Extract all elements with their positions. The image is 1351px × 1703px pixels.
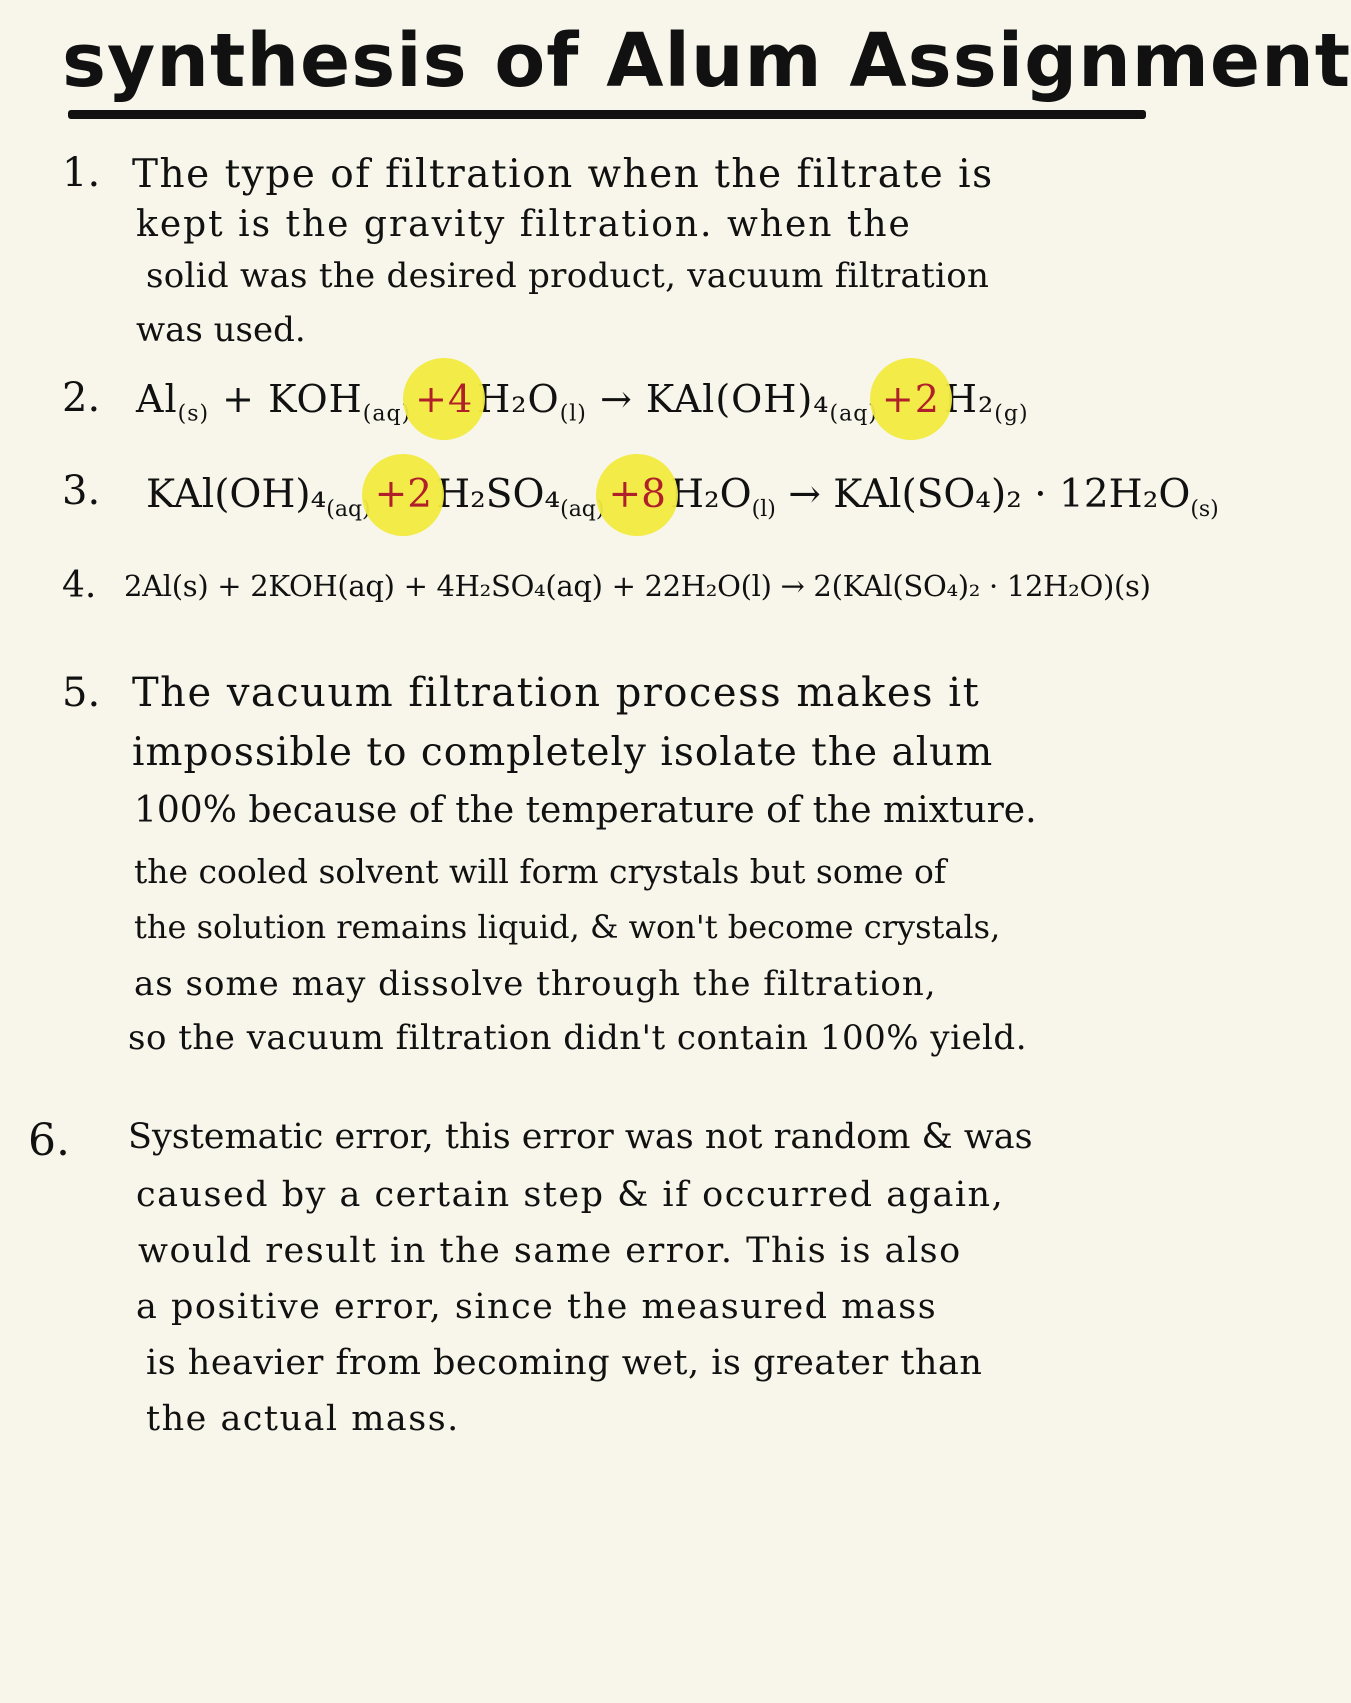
answer-line: Systematic error, this error was not random & was [128, 1117, 1033, 1157]
eq-term: Al [136, 377, 178, 421]
answer-line: is heavier from becoming wet, is greater than [146, 1343, 983, 1383]
eq-state: (aq) [829, 401, 878, 427]
answer-line: would result in the same error. This is also [138, 1231, 962, 1271]
answer-line: kept is the gravity filtration. when the [136, 204, 912, 245]
highlighted-coefficient: +8 [604, 472, 670, 517]
answer-number: 4. [62, 565, 97, 606]
equation-2 [136, 377, 1029, 427]
eq-state: (aq) [560, 496, 605, 522]
eq-state: (s) [177, 401, 210, 427]
eq-state: (s) [1190, 496, 1219, 522]
eq-term: KAl(OH)₄ [146, 472, 327, 517]
answer-number: 5. [62, 670, 101, 716]
highlighted-coefficient: +2 [878, 377, 944, 421]
equation-3 [146, 472, 1219, 522]
answer-6 [28, 1115, 1188, 1445]
answer-line: caused by a certain step & if occurred again, [136, 1175, 1005, 1215]
answer-line: the solution remains liquid, & won't become crystals, [134, 908, 1001, 946]
eq-term: H₂ [943, 377, 995, 421]
eq-state: (l) [751, 496, 776, 522]
eq-term: → KAl(SO₄)₂ · 12H₂O [775, 472, 1191, 517]
page-title: synthesis of Alum Assignment [62, 18, 1351, 104]
answer-line: the cooled solvent will form crystals but some of [134, 852, 947, 891]
eq-state: (l) [559, 401, 587, 427]
answer-5 [62, 670, 1192, 1070]
eq-term: H₂O [477, 377, 560, 421]
answer-line: The type of filtration when the filtrate is [132, 152, 994, 197]
eq-term: → KAl(OH)₄ [586, 377, 830, 421]
answer-line: impossible to completely isolate the alum [132, 730, 994, 775]
eq-term: H₂O [669, 472, 752, 517]
title-underline [68, 110, 1146, 119]
eq-state: (g) [994, 401, 1029, 427]
answer-number: 6. [28, 1115, 70, 1166]
equation-4: 2Al(s) + 2KOH(aq) + 4H₂SO₄(aq) + 22H₂O(l) → 2(KAl(SO₄)₂ · 12H₂O)(s) [124, 569, 1151, 603]
eq-term: H₂SO₄ [436, 472, 561, 517]
eq-state: (aq) [362, 401, 412, 427]
answer-line: as some may dissolve through the filtration, [134, 964, 937, 1004]
highlighted-coefficient: +2 [371, 472, 437, 517]
answer-line: the actual mass. [146, 1399, 460, 1439]
answer-number: 3. [62, 468, 101, 514]
answer-line: so the vacuum filtration didn't contain 100% yield. [128, 1018, 1028, 1058]
answer-line: was used. [136, 310, 306, 350]
answer-4 [62, 565, 1192, 625]
eq-term: + KOH [209, 377, 363, 421]
eq-state: (aq) [326, 496, 371, 522]
answer-line: 100% because of the temperature of the mixture. [134, 790, 1037, 831]
answer-number: 1. [62, 150, 101, 196]
answer-line: The vacuum filtration process makes it [132, 670, 981, 716]
answer-number: 2. [62, 375, 101, 421]
highlighted-coefficient: +4 [411, 377, 477, 421]
answer-3 [62, 468, 1219, 538]
answer-1 [62, 150, 1182, 350]
answer-2 [62, 375, 1182, 445]
answer-line: a positive error, since the measured mass [136, 1287, 938, 1327]
answer-line: solid was the desired product, vacuum filtration [146, 256, 990, 296]
